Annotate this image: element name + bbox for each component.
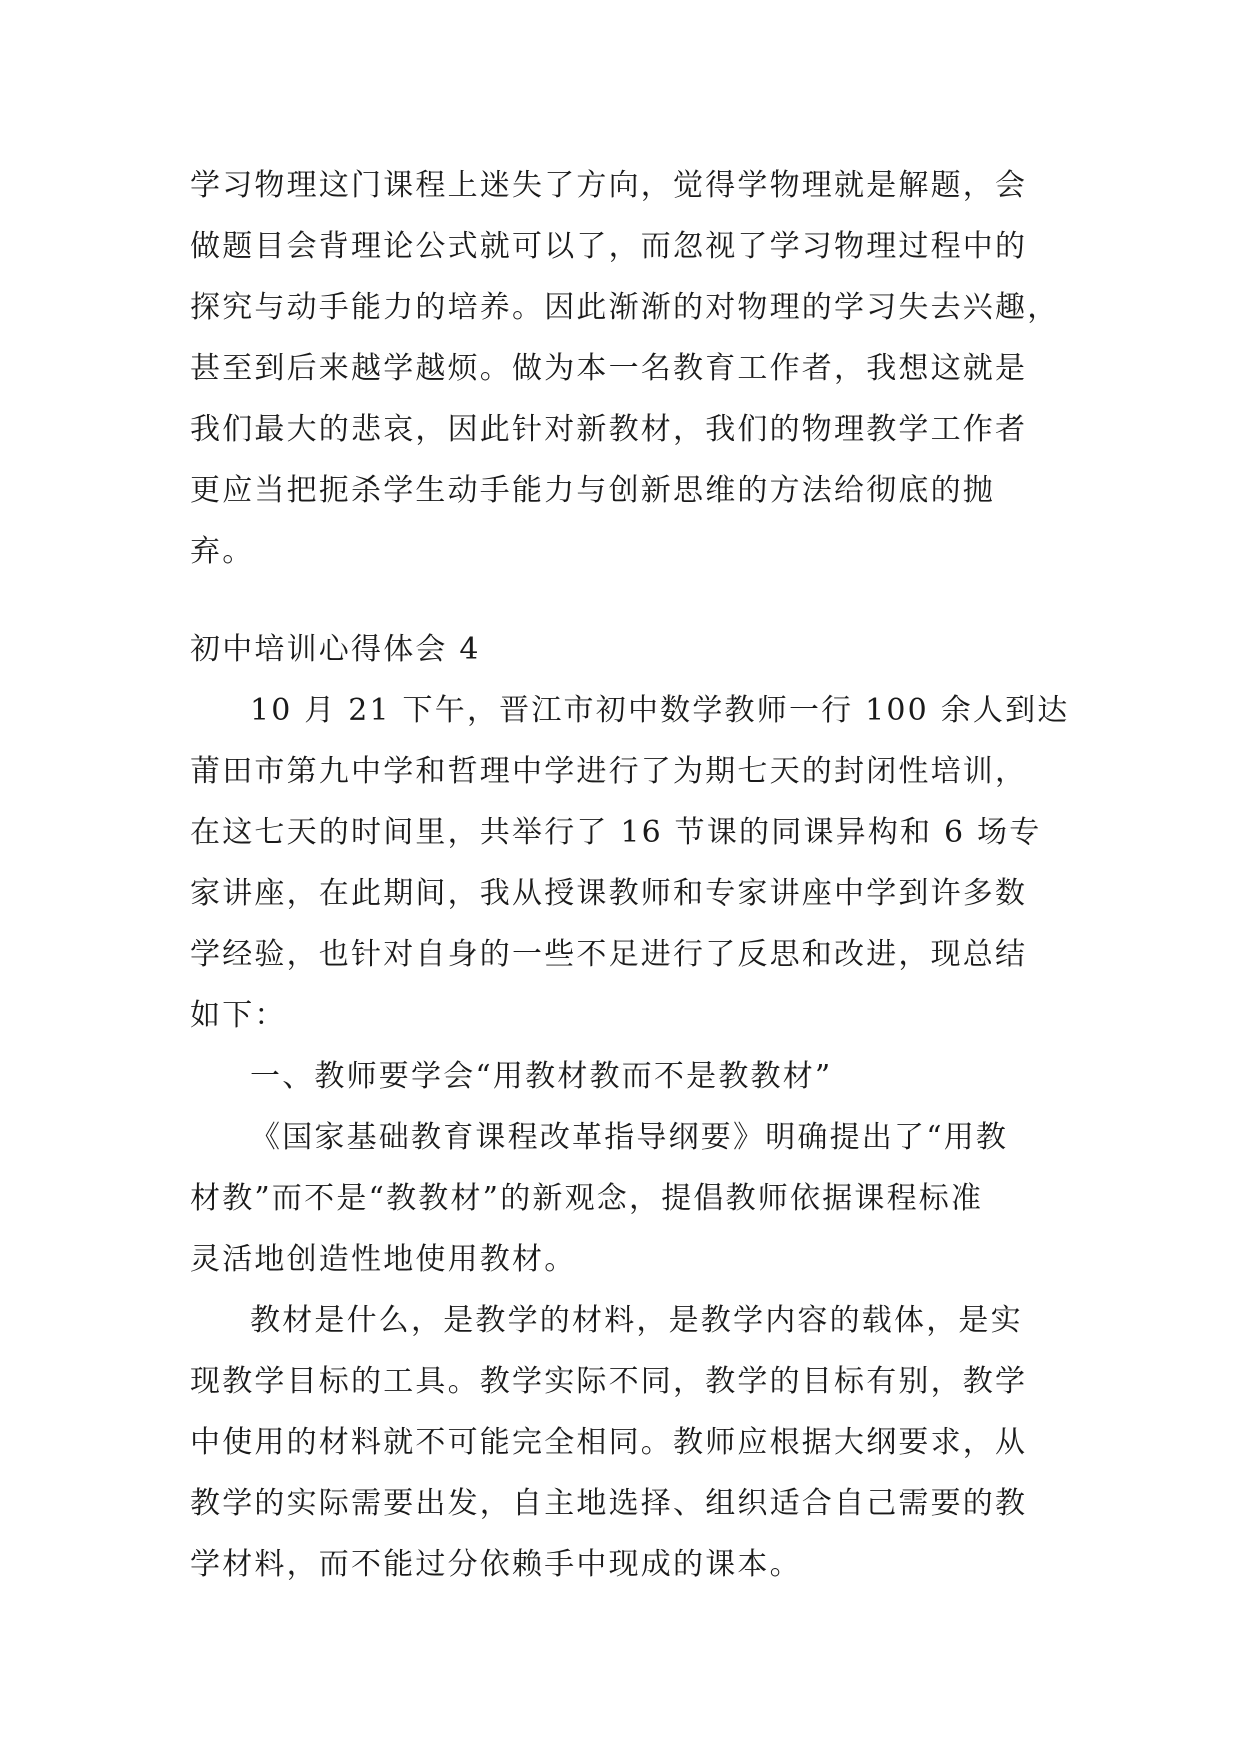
section-body — [190, 619, 1070, 1595]
paragraph-line: 在这七天的时间里，共举行了 16 节课的同课异构和 6 场专 — [190, 815, 1042, 850]
paragraph-line: 《国家基础教育课程改革指导纲要》明确提出了“用教 — [250, 1120, 1009, 1155]
paragraph-line: 弃。 — [190, 534, 255, 569]
continuation-paragraph — [190, 155, 1070, 582]
paragraph-line: 中使用的材料就不可能完全相同。教师应根据大纲要求，从 — [190, 1425, 1028, 1460]
paragraph-line: 家讲座，在此期间，我从授课教师和专家讲座中学到许多数 — [190, 876, 1028, 911]
paragraph-line: 我们最大的悲哀，因此针对新教材，我们的物理教学工作者 — [190, 412, 1028, 447]
paragraph-line: 莆田市第九中学和哲理中学进行了为期七天的封闭性培训， — [190, 754, 1028, 789]
paragraph-line: 学材料，而不能过分依赖手中现成的课本。 — [190, 1547, 802, 1582]
paragraph-line: 学经验，也针对自身的一些不足进行了反思和改进，现总结 — [190, 937, 1028, 972]
paragraph-line: 10 月 21 下午，晋江市初中数学教师一行 100 余人到达 — [250, 693, 1070, 728]
paragraph-line: 甚至到后来越学越烦。做为本一名教育工作者，我想这就是 — [190, 351, 1028, 386]
paragraph-line: 现教学目标的工具。教学实际不同，教学的目标有别，教学 — [190, 1364, 1028, 1399]
paragraph-line: 探究与动手能力的培养。因此渐渐的对物理的学习失去兴趣， — [190, 290, 1060, 325]
section-title: 初中培训心得体会 4 — [190, 632, 481, 667]
subheading-line: 一、教师要学会“用教材教而不是教教材” — [250, 1059, 833, 1094]
paragraph-line: 教材是什么，是教学的材料，是教学内容的载体，是实 — [250, 1303, 1023, 1338]
paragraph-line: 教学的实际需要出发，自主地选择、组织适合自己需要的教 — [190, 1486, 1028, 1521]
paragraph-line: 更应当把扼杀学生动手能力与创新思维的方法给彻底的抛 — [190, 473, 995, 508]
paragraph-line: 材教”而不是“教教材”的新观念，提倡教师依据课程标准 — [190, 1181, 984, 1216]
paragraph-line: 灵活地创造性地使用教材。 — [190, 1242, 577, 1277]
paragraph-line: 做题目会背理论公式就可以了，而忽视了学习物理过程中的 — [190, 229, 1028, 264]
paragraph-line: 学习物理这门课程上迷失了方向，觉得学物理就是解题，会 — [190, 168, 1028, 203]
paragraph-line: 如下： — [190, 998, 287, 1033]
